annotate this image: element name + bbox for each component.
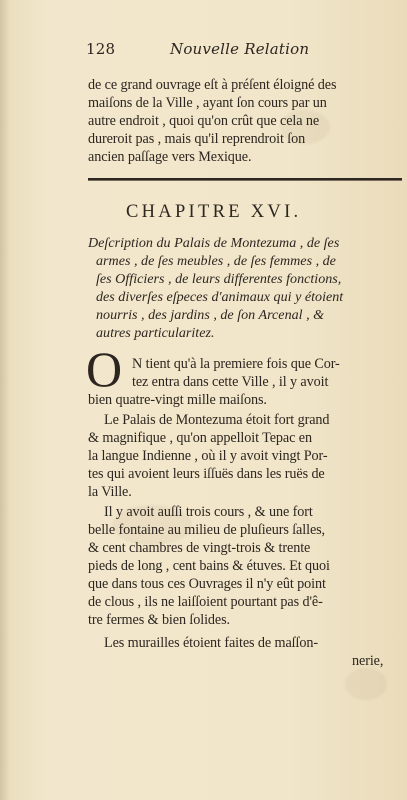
paragraph-line: nerie,: [352, 653, 384, 669]
opening-line: ancien paſſage vers Mexique.: [88, 149, 252, 165]
page-number: 128: [86, 40, 116, 58]
chapter-title: CHAPITRE XVI.: [126, 202, 302, 222]
paragraph-line: tre fermes & bien ſolides.: [88, 612, 230, 628]
paragraph-line: Le Palais de Montezuma étoit fort grand: [104, 412, 330, 428]
running-head: [86, 40, 356, 58]
paragraph-line: N tient qu'à la premiere fois que Cor-: [132, 356, 340, 372]
drop-cap: O: [86, 341, 123, 397]
running-title: Nouvelle Relation: [170, 40, 310, 58]
paragraph-line: belle fontaine au milieu de pluſieurs ſalles,: [88, 522, 326, 538]
paragraph-line: pieds de long , cent bains & étuves. Et quoi: [88, 558, 330, 574]
page-edge-shadow: [0, 0, 10, 800]
opening-line: maiſons de la Ville , ayant ſon cours par un: [88, 95, 327, 111]
paragraph-line: Il y avoit auſſi trois cours , & une fort: [104, 504, 313, 520]
chapter-summary-line: Deſcription du Palais de Montezuma , de ſes: [88, 235, 340, 251]
paragraph-line: tez entra dans cette Ville , il y avoit: [132, 374, 329, 390]
paragraph-line: que dans tous ces Ouvrages il n'y eût point: [88, 576, 326, 592]
paragraph-line: tes qui avoient leurs iſſuës dans les ruës de: [88, 466, 325, 482]
paragraph-line: & cent chambres de vingt-trois & trente: [88, 540, 311, 556]
paragraph-line: de clous , ils ne laiſſoient pourtant pas d'ê-: [88, 594, 323, 610]
opening-line: dureroit pas , mais qu'il reprendroit ſon: [88, 131, 306, 147]
paper-stain: [345, 668, 387, 700]
chapter-summary-line: ſes Officiers , de leurs differentes fonctions,: [96, 271, 342, 287]
paragraph-line: & magnifique , qu'on appelloit Tepac en: [88, 430, 312, 446]
paragraph-line: Les murailles étoient faites de maſſon-: [104, 635, 318, 651]
section-divider: [88, 178, 402, 180]
opening-line: de ce grand ouvrage eſt à préſent éloigné des: [88, 77, 337, 93]
chapter-summary-line: autres particularitez.: [96, 325, 215, 341]
chapter-summary-line: armes , de ſes meubles , de ſes femmes , de: [96, 253, 336, 269]
chapter-summary-line: nourris , des jardins , de ſon Arcenal , &: [96, 307, 325, 323]
opening-line: autre endroit , quoi qu'on crût que cela ne: [88, 113, 320, 129]
chapter-summary-line: des diverſes eſpeces d'animaux qui y étoient: [96, 289, 344, 305]
paragraph-line: la Ville.: [88, 484, 132, 500]
paragraph-line: la langue Indienne , où il y avoit vingt Por-: [88, 448, 328, 464]
paragraph-line: bien quatre-vingt mille maiſons.: [88, 392, 267, 408]
